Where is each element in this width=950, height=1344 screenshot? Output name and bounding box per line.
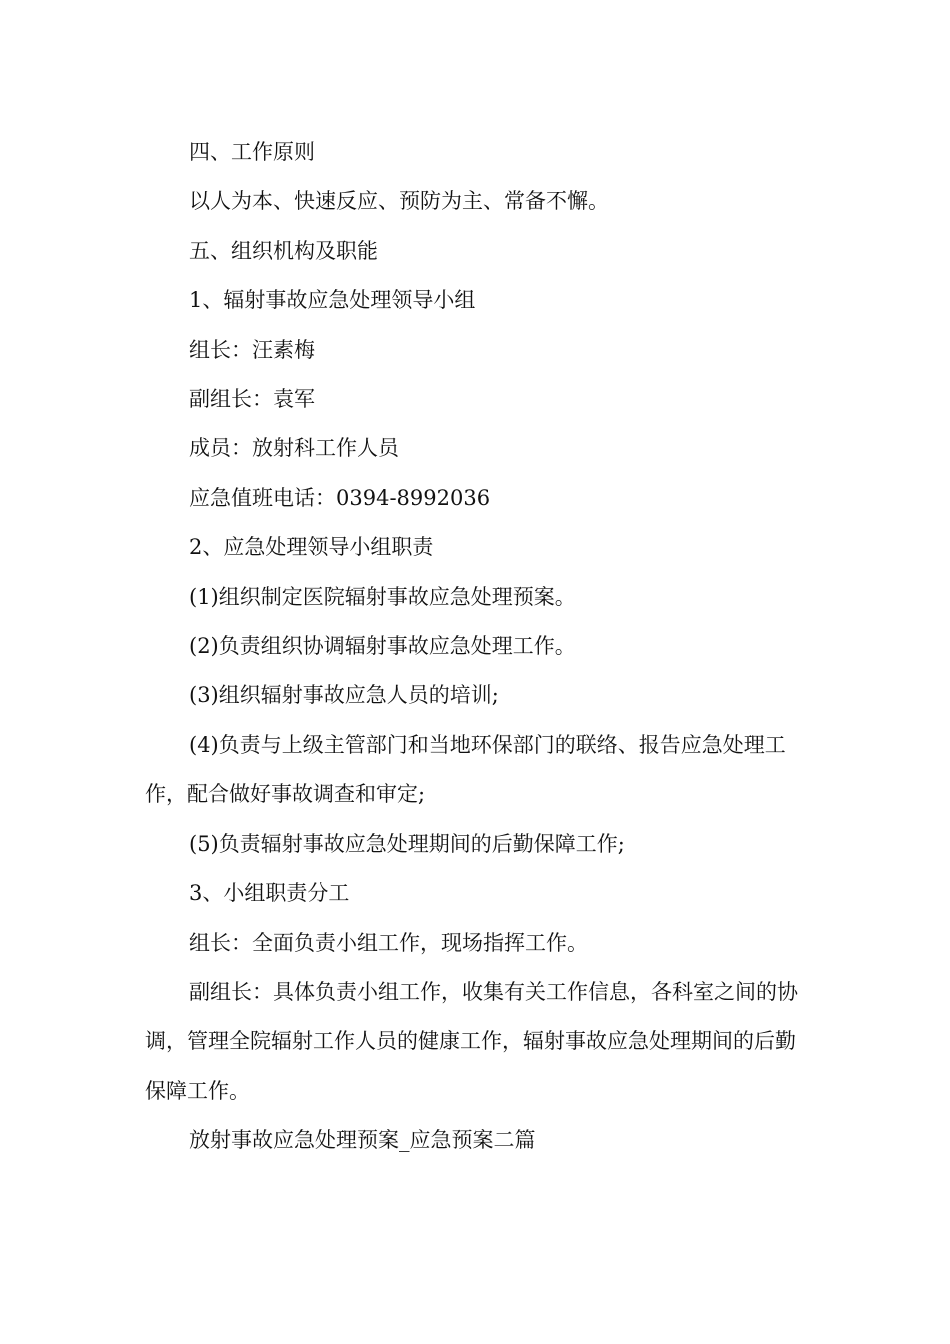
duty-item-1: (1)组织制定医院辐射事故应急处理预案。 [189, 584, 576, 609]
subheading-group-duties: 2、应急处理领导小组职责 [189, 535, 434, 560]
section-heading-organization: 五、组织机构及职能 [189, 238, 378, 263]
subheading-division-of-duties: 3、小组职责分工 [189, 881, 350, 906]
duty-phone-line: 应急值班电话：0394-8992036 [189, 485, 491, 510]
duty-item-2: (2)负责组织协调辐射事故应急处理工作。 [189, 634, 576, 659]
deputy-leader-line: 副组长：袁军 [189, 387, 315, 412]
duty-item-3: (3)组织辐射事故应急人员的培训; [189, 683, 499, 708]
section-heading-work-principles: 四、工作原则 [189, 140, 315, 164]
members-line: 成员：放射科工作人员 [189, 436, 399, 461]
subheading-leadership-group: 1、辐射事故应急处理领导小组 [189, 288, 476, 313]
work-principles-text: 以人为本、快速反应、预防为主、常备不懈。 [189, 189, 609, 214]
group-leader-line: 组长：汪素梅 [189, 337, 315, 362]
duty-item-5: (5)负责辐射事故应急处理期间的后勤保障工作; [189, 831, 625, 856]
next-section-title: 放射事故应急处理预案_应急预案二篇 [189, 1128, 536, 1153]
leader-duty-text: 组长：全面负责小组工作，现场指挥工作。 [189, 930, 588, 955]
document-body [145, 128, 810, 1166]
deputy-duty-text: 副组长：具体负责小组工作，收集有关工作信息，各科室之间的协调，管理全院辐射工作人员的健康工作，辐射事故应急处理期间的后勤保障工作。 [145, 979, 798, 1103]
duty-item-4: (4)负责与上级主管部门和当地环保部门的联络、报告应急处理工作，配合做好事故调查和审定; [145, 732, 786, 807]
